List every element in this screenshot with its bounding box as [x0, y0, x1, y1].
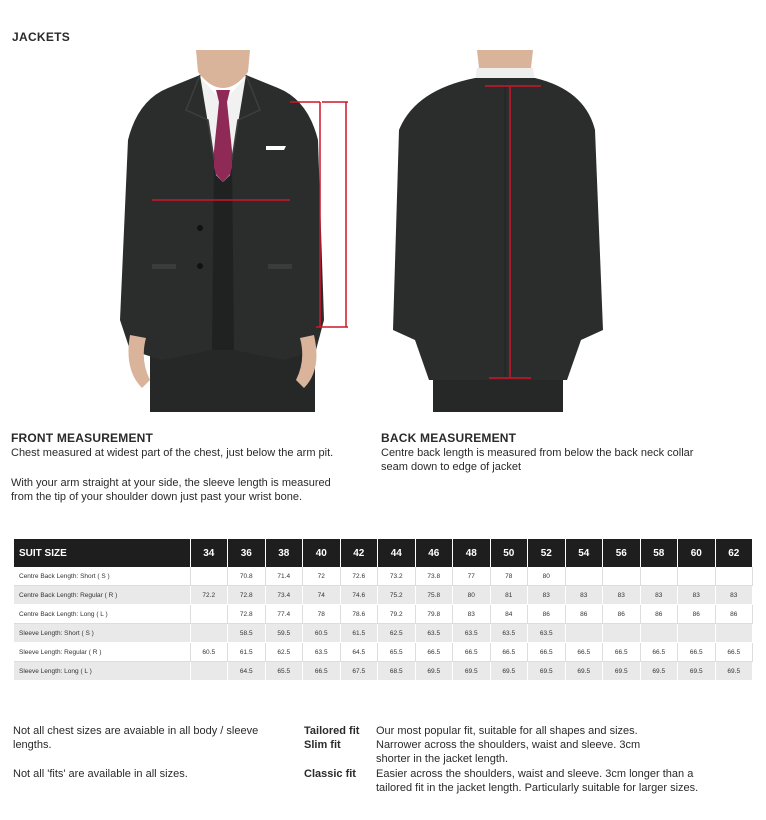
- table-cell: 78: [490, 567, 528, 586]
- table-cell: 86: [528, 605, 566, 624]
- table-cell: 63.5: [415, 624, 453, 643]
- table-cell: 83: [640, 586, 678, 605]
- table-cell: [715, 567, 753, 586]
- fit-term-classic: Classic fit: [304, 768, 356, 780]
- size-header: 40: [303, 539, 341, 567]
- table-cell: 83: [565, 586, 603, 605]
- table-cell: [190, 567, 228, 586]
- table-cell: 69.5: [678, 662, 716, 681]
- table-cell: 86: [715, 605, 753, 624]
- table-cell: 72.8: [228, 586, 266, 605]
- table-cell: 74: [303, 586, 341, 605]
- table-cell: 66.5: [603, 643, 641, 662]
- row-label: Centre Back Length: Long ( L ): [14, 605, 190, 624]
- fit-desc-classic: Easier across the shoulders, waist and sleeve. 3cm longer than a tailored fit in the jacket length. Particularly suitable for larger sizes.: [376, 768, 699, 794]
- suit-size-header: SUIT SIZE: [14, 539, 190, 567]
- table-cell: 58.5: [228, 624, 266, 643]
- table-row: [14, 605, 753, 624]
- table-cell: 66.5: [678, 643, 716, 662]
- front-measurement-text-chest: Chest measured at widest part of the chest, just below the arm pit.: [11, 447, 334, 459]
- front-jacket-photo: [110, 50, 355, 412]
- table-cell: 69.5: [528, 662, 566, 681]
- table-cell: 65.5: [378, 643, 416, 662]
- table-cell: 77.4: [265, 605, 303, 624]
- page-heading: JACKETS: [12, 30, 71, 44]
- table-cell: 69.5: [565, 662, 603, 681]
- table-cell: 64.5: [340, 643, 378, 662]
- table-cell: [678, 624, 716, 643]
- table-cell: 61.5: [340, 624, 378, 643]
- size-header: 52: [528, 539, 566, 567]
- size-header: 58: [640, 539, 678, 567]
- table-cell: 69.5: [490, 662, 528, 681]
- table-cell: 66.5: [640, 643, 678, 662]
- table-cell: [640, 624, 678, 643]
- table-cell: 78.6: [340, 605, 378, 624]
- table-cell: [603, 624, 641, 643]
- table-cell: 60.5: [190, 643, 228, 662]
- size-header: 50: [490, 539, 528, 567]
- table-cell: [190, 662, 228, 681]
- back-measurement-text: Centre back length is measured from below the back neck collar seam down to edge of jacket: [381, 447, 694, 473]
- table-cell: 59.5: [265, 624, 303, 643]
- table-cell: 86: [603, 605, 641, 624]
- table-cell: 72.8: [228, 605, 266, 624]
- size-header: 34: [190, 539, 228, 567]
- size-header: 44: [378, 539, 416, 567]
- fit-term-tailored: Tailored fit: [304, 725, 360, 737]
- table-cell: 72.2: [190, 586, 228, 605]
- table-cell: 71.4: [265, 567, 303, 586]
- table-cell: 79.2: [378, 605, 416, 624]
- table-cell: 83: [715, 586, 753, 605]
- table-cell: [678, 567, 716, 586]
- size-header: 60: [678, 539, 716, 567]
- size-header: 62: [715, 539, 753, 567]
- row-label: Sleeve Length: Regular ( R ): [14, 643, 190, 662]
- table-cell: 63.5: [453, 624, 491, 643]
- size-table-header-row: [14, 539, 753, 567]
- table-cell: [190, 624, 228, 643]
- fits-availability-note: Not all 'fits' are available in all sizes.: [13, 768, 188, 780]
- size-header: 42: [340, 539, 378, 567]
- table-cell: 62.5: [265, 643, 303, 662]
- table-cell: 69.5: [715, 662, 753, 681]
- table-cell: [715, 624, 753, 643]
- table-cell: 78: [303, 605, 341, 624]
- table-cell: 69.5: [603, 662, 641, 681]
- table-cell: [565, 624, 603, 643]
- table-cell: 86: [640, 605, 678, 624]
- table-cell: 69.5: [415, 662, 453, 681]
- table-cell: 60.5: [303, 624, 341, 643]
- row-label: Centre Back Length: Short ( S ): [14, 567, 190, 586]
- table-cell: 77: [453, 567, 491, 586]
- table-cell: 66.5: [453, 643, 491, 662]
- table-cell: 73.8: [415, 567, 453, 586]
- table-row: [14, 662, 753, 681]
- back-measurement-title: BACK MEASUREMENT: [381, 431, 517, 445]
- row-label: Sleeve Length: Long ( L ): [14, 662, 190, 681]
- size-header: 56: [603, 539, 641, 567]
- table-cell: 83: [603, 586, 641, 605]
- size-header: 54: [565, 539, 603, 567]
- size-header: 38: [265, 539, 303, 567]
- table-cell: 83: [678, 586, 716, 605]
- table-row: [14, 586, 753, 605]
- table-cell: [640, 567, 678, 586]
- table-cell: 83: [453, 605, 491, 624]
- fit-desc-slim: Narrower across the shoulders, waist and sleeve. 3cm shorter in the jacket length.: [376, 739, 641, 765]
- chest-size-note: Not all chest sizes are avaiable in all body / sleeve lengths.: [13, 725, 259, 751]
- table-cell: 80: [528, 567, 566, 586]
- size-header: 48: [453, 539, 491, 567]
- table-cell: 66.5: [565, 643, 603, 662]
- table-cell: 61.5: [228, 643, 266, 662]
- table-cell: 63.5: [490, 624, 528, 643]
- table-cell: 64.5: [228, 662, 266, 681]
- table-cell: 75.2: [378, 586, 416, 605]
- table-cell: 67.5: [340, 662, 378, 681]
- table-cell: 66.5: [490, 643, 528, 662]
- table-cell: 84: [490, 605, 528, 624]
- table-cell: [190, 605, 228, 624]
- back-jacket-photo: [385, 50, 610, 412]
- size-header: 36: [228, 539, 266, 567]
- table-cell: 66.5: [528, 643, 566, 662]
- row-label: Sleeve Length: Short ( S ): [14, 624, 190, 643]
- table-cell: 63.5: [303, 643, 341, 662]
- table-cell: 62.5: [378, 624, 416, 643]
- table-cell: 83: [528, 586, 566, 605]
- front-measurement-title: FRONT MEASUREMENT: [11, 431, 154, 445]
- row-label: Centre Back Length: Regular ( R ): [14, 586, 190, 605]
- table-cell: 65.5: [265, 662, 303, 681]
- table-cell: 66.5: [303, 662, 341, 681]
- table-cell: 63.5: [528, 624, 566, 643]
- table-row: [14, 624, 753, 643]
- front-measurement-text-sleeve: With your arm straight at your side, the sleeve length is measured from the tip of your shoulder down just past your wrist bone.: [11, 477, 331, 503]
- table-cell: 66.5: [715, 643, 753, 662]
- table-cell: 81: [490, 586, 528, 605]
- table-cell: 86: [565, 605, 603, 624]
- table-cell: 69.5: [640, 662, 678, 681]
- size-table: [14, 539, 753, 681]
- table-cell: 72.6: [340, 567, 378, 586]
- table-row: [14, 567, 753, 586]
- table-cell: 70.8: [228, 567, 266, 586]
- table-cell: 74.6: [340, 586, 378, 605]
- fit-desc-tailored: Our most popular fit, suitable for all shapes and sizes.: [376, 725, 638, 737]
- table-cell: 80: [453, 586, 491, 605]
- table-row: [14, 643, 753, 662]
- table-cell: 75.8: [415, 586, 453, 605]
- table-cell: 66.5: [415, 643, 453, 662]
- table-cell: 68.5: [378, 662, 416, 681]
- table-cell: 73.2: [378, 567, 416, 586]
- table-cell: [603, 567, 641, 586]
- table-cell: [565, 567, 603, 586]
- table-cell: 79.8: [415, 605, 453, 624]
- table-cell: 86: [678, 605, 716, 624]
- fit-term-slim: Slim fit: [304, 739, 341, 751]
- table-cell: 73.4: [265, 586, 303, 605]
- table-cell: 72: [303, 567, 341, 586]
- size-header: 46: [415, 539, 453, 567]
- table-cell: 69.5: [453, 662, 491, 681]
